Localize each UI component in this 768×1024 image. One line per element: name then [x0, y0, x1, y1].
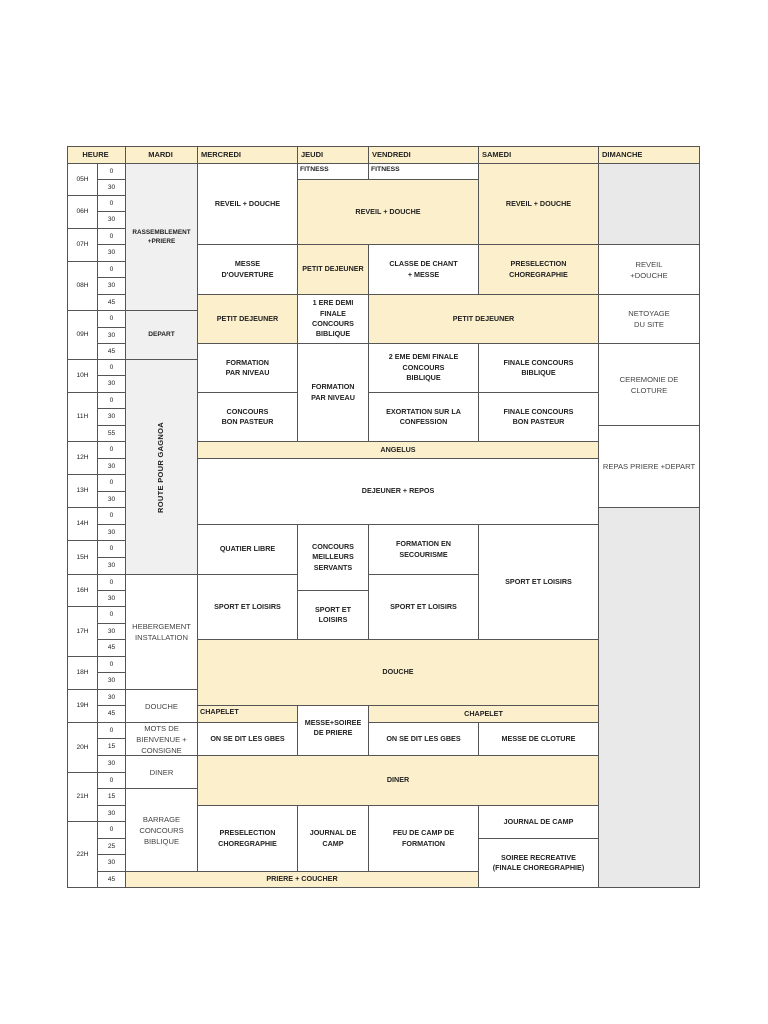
mardi-depart: DEPART	[125, 310, 198, 360]
minute-label: 30	[97, 689, 126, 706]
mercredi-formation: FORMATION PAR NIVEAU	[197, 343, 298, 393]
minute-label: 30	[97, 458, 126, 475]
mardi-diner: DINER	[125, 755, 198, 789]
span-reveil-jeudi-vendredi: REVEIL + DOUCHE	[297, 179, 479, 245]
hour-label: 09H	[67, 310, 98, 360]
minute-label: 0	[97, 722, 126, 739]
vendredi-chant: CLASSE DE CHANT + MESSE	[368, 244, 479, 295]
mardi-mots-bienvenue: MOTS DE BIENVENUE + CONSIGNE	[125, 722, 198, 756]
minute-label: 0	[97, 656, 126, 673]
minute-label: 30	[97, 854, 126, 872]
hour-label: 07H	[67, 228, 98, 262]
hour-label: 05H	[67, 163, 98, 196]
hour-label: 06H	[67, 195, 98, 229]
mardi-hebergement: HEBERGEMENT INSTALLATION	[125, 574, 198, 690]
minute-label: 30	[97, 408, 126, 426]
minute-label: 15	[97, 788, 126, 806]
minute-label: 45	[97, 294, 126, 311]
minute-label: 30	[97, 805, 126, 822]
samedi-messe-cloture: MESSE DE CLOTURE	[478, 722, 599, 756]
hour-label: 19H	[67, 689, 98, 723]
mercredi-chapelet: CHAPELET	[197, 705, 298, 723]
minute-label: 30	[97, 623, 126, 640]
dimanche-empty-bottom	[598, 507, 700, 888]
hour-label: 10H	[67, 359, 98, 393]
vendredi-secourisme: FORMATION EN SECOURISME	[368, 524, 479, 575]
minute-label: 45	[97, 871, 126, 888]
jeudi-formation: FORMATION PAR NIVEAU	[297, 343, 369, 442]
minute-label: 15	[97, 738, 126, 756]
header-dimanche: DIMANCHE	[598, 146, 700, 164]
vendredi-fitness: FITNESS	[368, 163, 479, 180]
minute-label: 55	[97, 425, 126, 442]
hour-label: 11H	[67, 392, 98, 442]
mercredi-messe: MESSE D'OUVERTURE	[197, 244, 298, 295]
minute-label: 0	[97, 474, 126, 492]
minute-label: 30	[97, 327, 126, 344]
minute-label: 30	[97, 179, 126, 196]
vendredi-sport: SPORT ET LOISIRS	[368, 574, 479, 640]
minute-label: 0	[97, 574, 126, 591]
mercredi-petit-dejeuner: PETIT DEJEUNER	[197, 294, 298, 344]
hour-label: 21H	[67, 772, 98, 822]
hour-label: 18H	[67, 656, 98, 690]
hour-label: 17H	[67, 606, 98, 657]
minute-label: 0	[97, 359, 126, 376]
samedi-preselection: PRESELECTION CHOREGRAPHIE	[478, 244, 599, 295]
header-mercredi: MERCREDI	[197, 146, 298, 164]
samedi-sport: SPORT ET LOISIRS	[478, 524, 599, 640]
minute-label: 0	[97, 261, 126, 278]
span-dejeuner: DEJEUNER + REPOS	[197, 458, 599, 525]
minute-label: 0	[97, 163, 126, 180]
minute-label: 45	[97, 639, 126, 657]
header-jeudi: JEUDI	[297, 146, 369, 164]
minute-label: 0	[97, 507, 126, 525]
minute-label: 30	[97, 672, 126, 690]
minute-label: 45	[97, 705, 126, 723]
mardi-route	[125, 359, 198, 575]
hour-label: 13H	[67, 474, 98, 508]
span-douche: DOUCHE	[197, 639, 599, 706]
mardi-rassemblement: RASSEMBLEMENT +PRIERE	[125, 163, 198, 311]
minute-label: 30	[97, 557, 126, 575]
minute-label: 0	[97, 606, 126, 624]
dimanche-netoyage: NETOYAGE DU SITE	[598, 294, 700, 344]
hour-label: 14H	[67, 507, 98, 541]
minute-label: 30	[97, 211, 126, 229]
dimanche-ceremonie: CEREMONIE DE CLOTURE	[598, 343, 700, 426]
header-vendredi: VENDREDI	[368, 146, 479, 164]
samedi-journal: JOURNAL DE CAMP	[478, 805, 599, 839]
mardi-douche: DOUCHE	[125, 689, 198, 723]
mercredi-sport: SPORT ET LOISIRS	[197, 574, 298, 640]
mercredi-reveil: REVEIL + DOUCHE	[197, 163, 298, 245]
samedi-reveil: REVEIL + DOUCHE	[478, 163, 599, 245]
vendredi-gbes: ON SE DIT LES GBES	[368, 722, 479, 756]
minute-label: 0	[97, 821, 126, 839]
vendredi-exortation: EXORTATION SUR LA CONFESSION	[368, 392, 479, 442]
jeudi-demi-finale: 1 ERE DEMI FINALE CONCOURS BIBLIQUE	[297, 294, 369, 344]
minute-label: 25	[97, 838, 126, 855]
header-mardi: MARDI	[125, 146, 198, 164]
minute-label: 45	[97, 343, 126, 360]
jeudi-sport: SPORT ET LOISIRS	[297, 590, 369, 640]
vendredi-demi-finale: 2 EME DEMI FINALE CONCOURS BIBLIQUE	[368, 343, 479, 393]
minute-label: 0	[97, 195, 126, 212]
minute-label: 30	[97, 590, 126, 607]
hour-label: 20H	[67, 722, 98, 773]
mardi-barrage: BARRAGE CONCOURS BIBLIQUE	[125, 788, 198, 872]
minute-label: 30	[97, 755, 126, 773]
minute-label: 30	[97, 244, 126, 262]
dimanche-empty-top	[598, 163, 700, 245]
mardi-route-label: ROUTE POUR GAGNOA	[156, 421, 166, 513]
minute-label: 0	[97, 392, 126, 409]
minute-label: 0	[97, 310, 126, 328]
span-petit-dejeuner: PETIT DEJEUNER	[368, 294, 599, 344]
minute-label: 30	[97, 375, 126, 393]
jeudi-concours-servants: CONCOURS MEILLEURS SERVANTS	[297, 524, 369, 591]
jeudi-fitness: FITNESS	[297, 163, 369, 180]
minute-label: 0	[97, 228, 126, 245]
minute-label: 30	[97, 277, 126, 295]
hour-label: 22H	[67, 821, 98, 888]
mercredi-preselection: PRESELECTION CHOREGRAPHIE	[197, 805, 298, 872]
minute-label: 0	[97, 441, 126, 459]
hour-label: 12H	[67, 441, 98, 475]
dimanche-reveil: REVEIL +DOUCHE	[598, 244, 700, 295]
mercredi-concours: CONCOURS BON PASTEUR	[197, 392, 298, 442]
jeudi-journal: JOURNAL DE CAMP	[297, 805, 369, 872]
mercredi-quatier-libre: QUATIER LIBRE	[197, 524, 298, 575]
minute-label: 0	[97, 540, 126, 558]
minute-label: 30	[97, 524, 126, 541]
span-chapelet: CHAPELET	[368, 705, 599, 723]
minute-label: 0	[97, 772, 126, 789]
dimanche-repas: REPAS PRIERE +DEPART	[598, 425, 700, 508]
jeudi-messe-soiree: MESSE+SOIREE DE PRIERE	[297, 705, 369, 756]
header-heure: HEURE	[67, 146, 126, 164]
hour-label: 15H	[67, 540, 98, 575]
span-diner: DINER	[197, 755, 599, 806]
mercredi-gbes: ON SE DIT LES GBES	[197, 722, 298, 756]
minute-label: 30	[97, 491, 126, 508]
samedi-finale: FINALE CONCOURS BIBLIQUE	[478, 343, 599, 393]
span-angelus: ANGELUS	[197, 441, 599, 459]
samedi-finale-bon-pasteur: FINALE CONCOURS BON PASTEUR	[478, 392, 599, 442]
hour-label: 16H	[67, 574, 98, 607]
hour-label: 08H	[67, 261, 98, 311]
jeudi-petit-dejeuner: PETIT DEJEUNER	[297, 244, 369, 295]
samedi-soiree: SOIREE RECREATIVE (FINALE CHOREGRAPHIE)	[478, 838, 599, 888]
vendredi-feu-de-camp: FEU DE CAMP DE FORMATION	[368, 805, 479, 872]
header-samedi: SAMEDI	[478, 146, 599, 164]
span-priere-coucher: PRIERE + COUCHER	[125, 871, 479, 888]
